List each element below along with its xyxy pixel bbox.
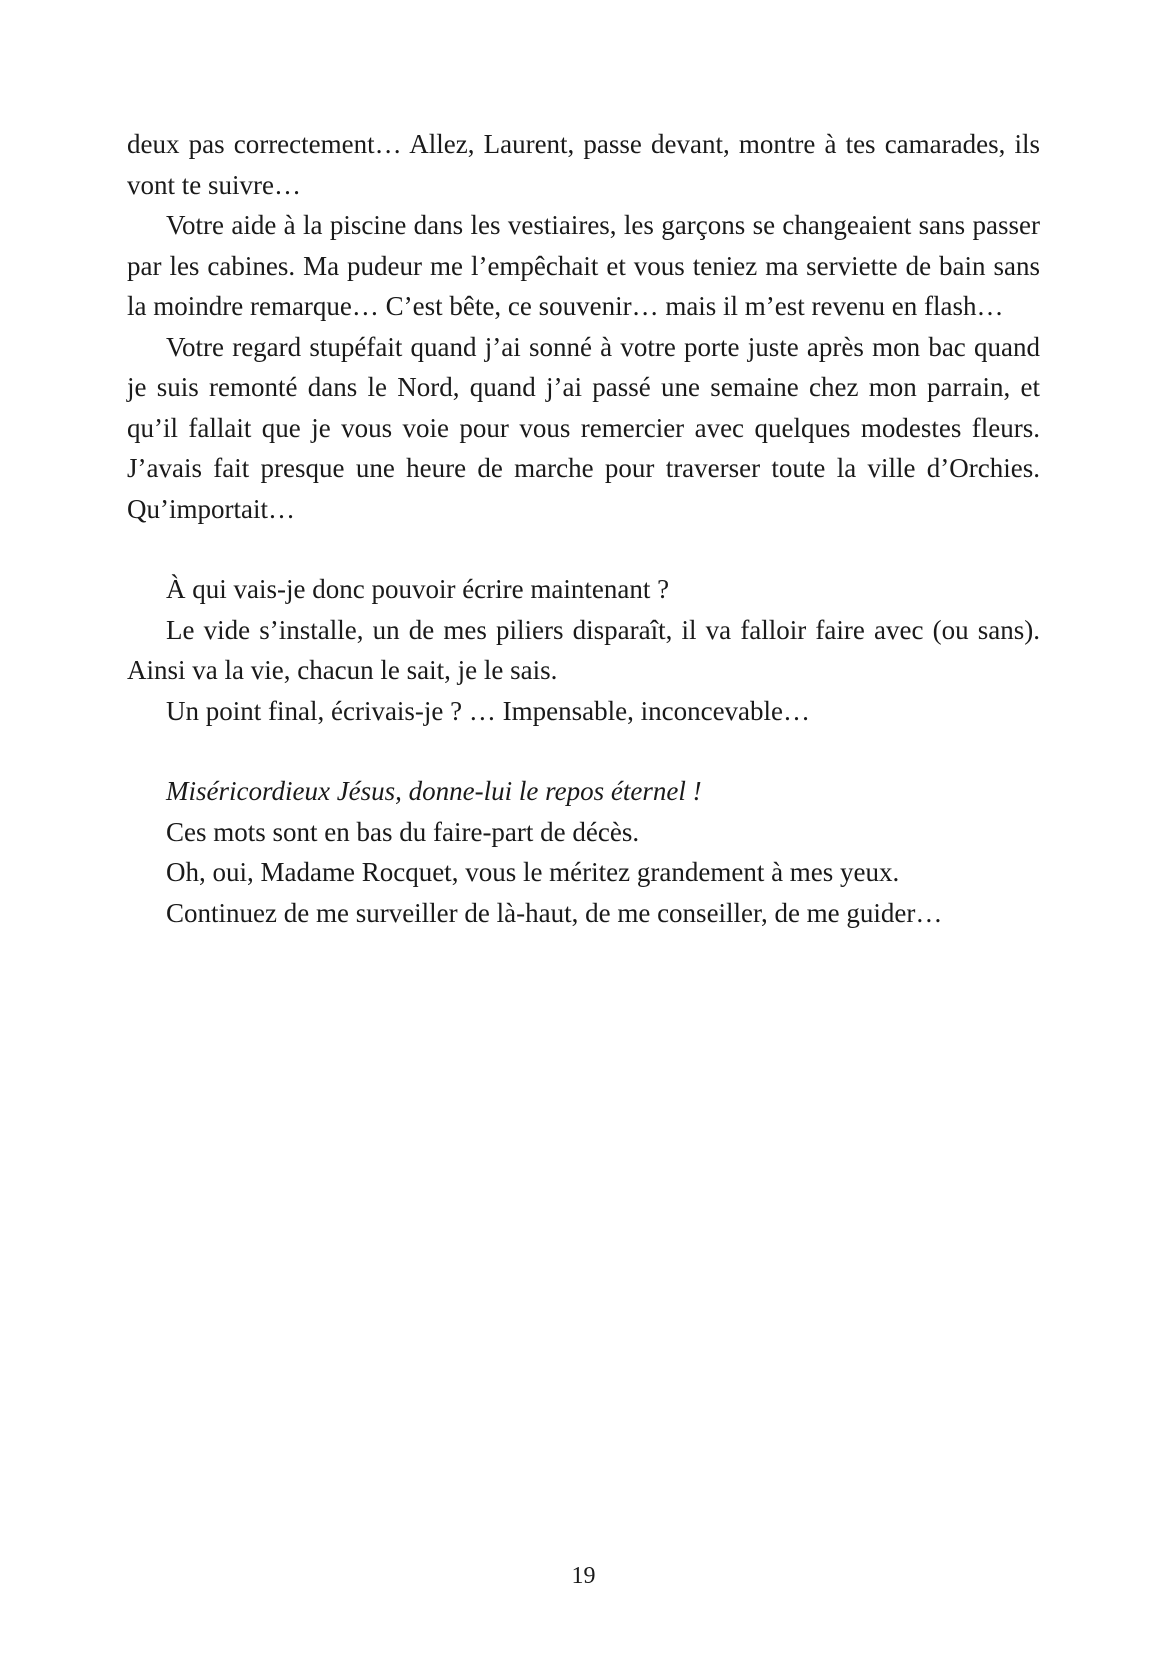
paragraph-swimming-pool: Votre aide à la piscine dans les vestiaires, les garçons se changeaient sans passer par les cabines. Ma pudeur me l’empêchait et vous teniez ma serviette de bain sans la moindre remarque… C’est bête, ce souvenir… mais il m’est revenu en flash… [127, 210, 1040, 321]
paragraph-visit: Votre regard stupéfait quand j’ai sonné à votre porte juste après mon bac quand je suis remonté dans le Nord, quand j’ai passé une semaine chez mon parrain, et qu’il fallait que je vous voie pour vous remercier avec quelques modestes fleurs. J’avais fait presque une heure de marche pour traverser toute la ville d’Orchies. Qu’importait… [127, 331, 1040, 524]
paragraph-question: À qui vais-je donc pouvoir écrire maintenant ? [166, 574, 670, 604]
paragraph-void: Le vide s’installe, un de mes piliers disparaît, il va falloir faire avec (ou sans). Ainsi va la vie, chacun le sait, je le sais. [127, 614, 1040, 685]
paragraph-deserve: Oh, oui, Madame Rocquet, vous le méritez grandement à mes yeux. [166, 857, 900, 887]
paragraph-final-point: Un point final, écrivais-je ? … Impensable, inconcevable… [166, 695, 811, 726]
paragraph-closing: Continuez de me surveiller de là-haut, de me conseiller, de me guider… [166, 897, 943, 928]
page-number: 19 [571, 1563, 596, 1589]
paragraph-announcement: Ces mots sont en bas du faire-part de décès. [166, 816, 640, 847]
paragraph-continuation: deux pas correctement… Allez, Laurent, passe devant, montre à tes camarades, ils vont te suivre… [127, 129, 1040, 200]
paragraph-prayer: Miséricordieux Jésus, donne-lui le repos éternel ! [166, 776, 702, 806]
page-body [127, 124, 1040, 933]
